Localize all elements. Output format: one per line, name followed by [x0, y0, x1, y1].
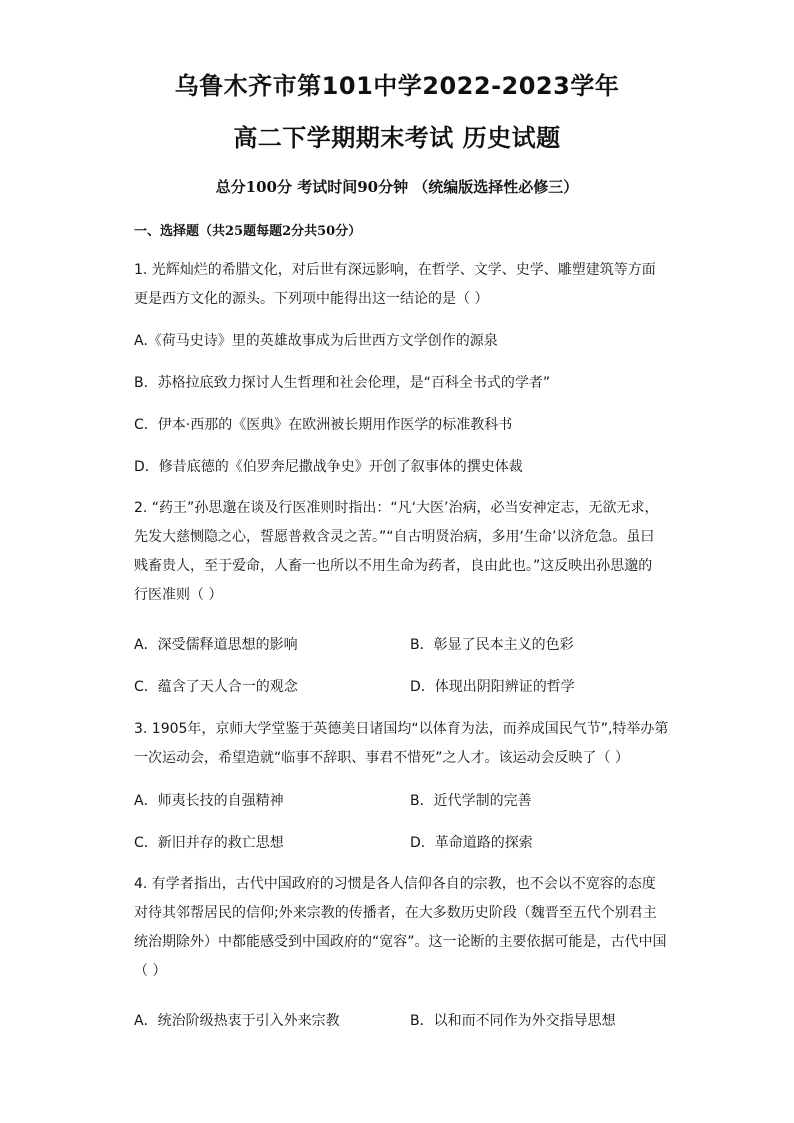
question-1-option-c: C．伊本·西那的《医典》在欧洲被长期用作医学的标准教科书 — [134, 417, 513, 433]
question-2-stem-line-1: 2. “药王”孙思邈在谈及行医准则时指出：“凡‘大医’治病，必当安神定志，无欲无求， — [134, 500, 659, 516]
question-3-option-c: C．新旧并存的救亡思想 — [134, 835, 284, 851]
question-3-option-a: A．师夷长技的自强精神 — [134, 793, 284, 809]
question-1-option-a: A.《荷马史诗》里的英雄故事成为后世西方文学创作的源泉 — [134, 333, 498, 349]
question-1-option-b: B．苏格拉底致力探讨人生哲理和社会伦理，是“百科全书式的学者” — [134, 375, 551, 391]
question-1-stem-line-2: 更是西方文化的源头。下列项中能得出这一结论的是（ ） — [134, 291, 489, 307]
question-2-stem-line-2: 先发大慈恻隐之心，誓愿普救含灵之苦。”“自古明贤治病，多用‘生命’以济危急。虽曰 — [134, 529, 655, 545]
question-4-stem-line-4: （ ） — [134, 963, 167, 979]
question-4-option-a: A．统治阶级热衷于引入外来宗教 — [134, 1013, 340, 1029]
question-2-option-b: B．彰显了民本主义的色彩 — [410, 637, 574, 653]
section-heading: 一、选择题（共25题每题2分共50分） — [134, 224, 362, 239]
question-2-stem-line-4: 行医准则（ ） — [134, 587, 223, 603]
exam-title-line1: 乌鲁木齐市第101中学2022-2023学年 — [174, 72, 620, 100]
question-4-stem-line-1: 4. 有学者指出，古代中国政府的习惯是各人信仰各自的宗教，也不会以不宽容的态度 — [134, 876, 656, 892]
question-3-stem-line-1: 3. 1905年，京师大学堂鉴于英德美日诸国均“以体育为法，而养成国民气节”,特举办第 — [134, 721, 669, 737]
question-1-stem-line-1: 1. 光辉灿烂的希腊文化，对后世有深远影响，在哲学、文学、史学、雕塑建筑等方面 — [134, 262, 656, 278]
question-4-stem-line-3: 统治期除外）中都能感受到中国政府的“宽容”。这一论断的主要依据可能是，古代中国 — [134, 934, 667, 950]
question-3-stem-line-2: 一次运动会，希望造就“临事不辞职、事君不惜死”之人才。该运动会反映了（ ） — [134, 750, 629, 766]
question-4-stem-line-2: 对待其邻帮居民的信仰;外来宗教的传播者，在大多数历史阶段（魏晋至五代个别君主 — [134, 905, 657, 921]
question-2-option-a: A．深受儒释道思想的影响 — [134, 637, 298, 653]
question-2-stem-line-3: 贱畜贵人，至于爱命，人畜一也所以不用生命为药者，良由此也。”这反映出孙思邈的 — [134, 558, 653, 574]
question-2-option-c: C．蕴含了天人合一的观念 — [134, 679, 298, 695]
exam-title-line2: 高二下学期期末考试 历史试题 — [233, 124, 561, 152]
question-3-option-d: D．革命道路的探索 — [410, 835, 533, 851]
question-3-option-b: B．近代学制的完善 — [410, 793, 532, 809]
question-1-option-d: D．修昔底德的《伯罗奔尼撒战争史》开创了叙事体的撰史体裁 — [134, 459, 523, 475]
question-4-option-b: B．以和而不同作为外交指导思想 — [410, 1013, 616, 1029]
exam-subtitle: 总分100分 考试时间90分钟 （统编版选择性必修三） — [215, 178, 579, 196]
question-2-option-d: D．体现出阴阳辨证的哲学 — [410, 679, 575, 695]
